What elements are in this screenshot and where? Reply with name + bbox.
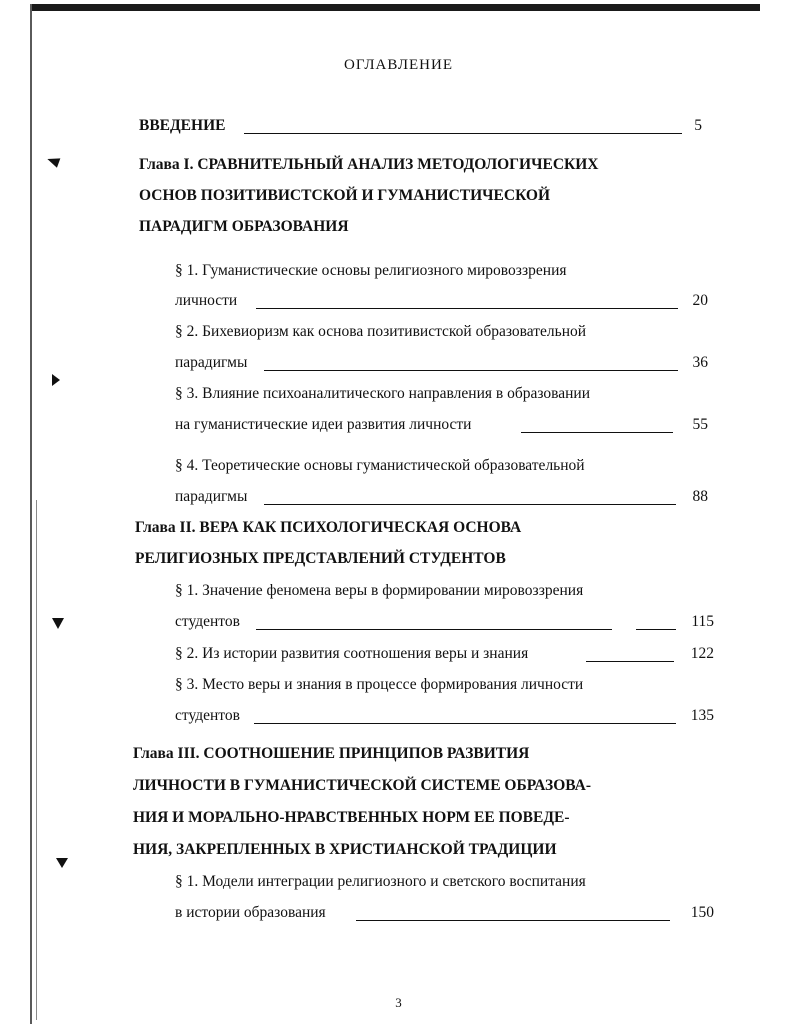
chapter-heading-line: НИЯ И МОРАЛЬНО-НРАВСТВЕННЫХ НОРМ ЕЕ ПОВЕДЕ- xyxy=(133,809,570,826)
toc-leader-line xyxy=(264,504,676,505)
chapter-heading-line: Глава I. СРАВНИТЕЛЬНЫЙ АНАЛИЗ МЕТОДОЛОГИЧЕСКИХ xyxy=(139,156,599,173)
toc-leader-line xyxy=(586,661,674,662)
toc-leader-line xyxy=(244,133,682,134)
toc-leader-line xyxy=(356,920,670,921)
toc-leader-line xyxy=(264,370,678,371)
scan-artifact-arrow-icon xyxy=(56,858,68,868)
chapter-heading-line: ОСНОВ ПОЗИТИВИСТСКОЙ И ГУМАНИСТИЧЕСКОЙ xyxy=(139,187,551,204)
toc-page-number: 36 xyxy=(692,354,708,371)
toc-page-number: 135 xyxy=(690,707,714,724)
toc-section-text: студентов xyxy=(175,707,240,724)
toc-section-text: § 4. Теоретические основы гуманистической образовательной xyxy=(175,457,585,474)
toc-leader-line xyxy=(254,723,676,724)
scan-top-border xyxy=(30,4,760,11)
chapter-heading-line: Глава II. ВЕРА КАК ПСИХОЛОГИЧЕСКАЯ ОСНОВА xyxy=(135,519,522,536)
toc-page-number: 88 xyxy=(692,488,708,505)
toc-section-text: § 1. Значение феномена веры в формировании мировоззрения xyxy=(175,582,584,599)
page-number-footer: 3 xyxy=(395,995,402,1010)
toc-page-number: 115 xyxy=(691,613,714,630)
toc-section-text: § 1. Гуманистические основы религиозного мировоззрения xyxy=(175,262,567,279)
scan-left-border-inner xyxy=(36,500,37,1020)
toc-page-number: 122 xyxy=(690,645,714,662)
toc-leader-line xyxy=(521,432,673,433)
toc-leader-line xyxy=(256,308,678,309)
toc-leader-line xyxy=(636,629,676,630)
chapter-heading-line: ЛИЧНОСТИ В ГУМАНИСТИЧЕСКОЙ СИСТЕМЕ ОБРАЗОВА- xyxy=(133,777,591,794)
chapter-heading-line: РЕЛИГИОЗНЫХ ПРЕДСТАВЛЕНИЙ СТУДЕНТОВ xyxy=(135,550,506,567)
toc-section-text: § 1. Модели интеграции религиозного и светского воспитания xyxy=(175,873,586,890)
toc-section-text: парадигмы xyxy=(175,488,248,505)
toc-page-number: 5 xyxy=(694,117,702,134)
toc-section-text: парадигмы xyxy=(175,354,248,371)
chapter-heading-line: ПАРАДИГМ ОБРАЗОВАНИЯ xyxy=(139,218,349,235)
toc-leader-line xyxy=(256,629,612,630)
toc-page-number: 20 xyxy=(692,292,708,309)
toc-page-number: 55 xyxy=(692,416,708,433)
scan-left-border xyxy=(30,4,32,1024)
toc-section-text: § 3. Влияние психоаналитического направления в образовании xyxy=(175,385,591,402)
chapter-heading-line: НИЯ, ЗАКРЕПЛЕННЫХ В ХРИСТИАНСКОЙ ТРАДИЦИИ xyxy=(133,841,557,858)
toc-section-text: § 2. Из истории развития соотношения веры и знания xyxy=(175,645,529,662)
toc-section-text: § 2. Бихевиоризм как основа позитивистской образовательной xyxy=(175,323,587,340)
toc-section-text: в истории образования xyxy=(175,904,326,921)
scan-artifact-arrow-icon xyxy=(52,618,64,629)
chapter-heading-line: Глава III. СООТНОШЕНИЕ ПРИНЦИПОВ РАЗВИТИЯ xyxy=(133,745,530,762)
toc-section-text: личности xyxy=(175,292,238,309)
toc-title: ОГЛАВЛЕНИЕ xyxy=(344,57,453,73)
scan-artifact-arrow-icon xyxy=(52,374,60,386)
scan-artifact-arrow-icon xyxy=(46,154,61,168)
toc-section-text: на гуманистические идеи развития личности xyxy=(175,416,472,433)
toc-section-text: студентов xyxy=(175,613,240,630)
toc-page-number: 150 xyxy=(690,904,714,921)
toc-section-text: § 3. Место веры и знания в процессе формирования личности xyxy=(175,676,584,693)
toc-entry-intro-label: ВВЕДЕНИЕ xyxy=(139,117,226,134)
